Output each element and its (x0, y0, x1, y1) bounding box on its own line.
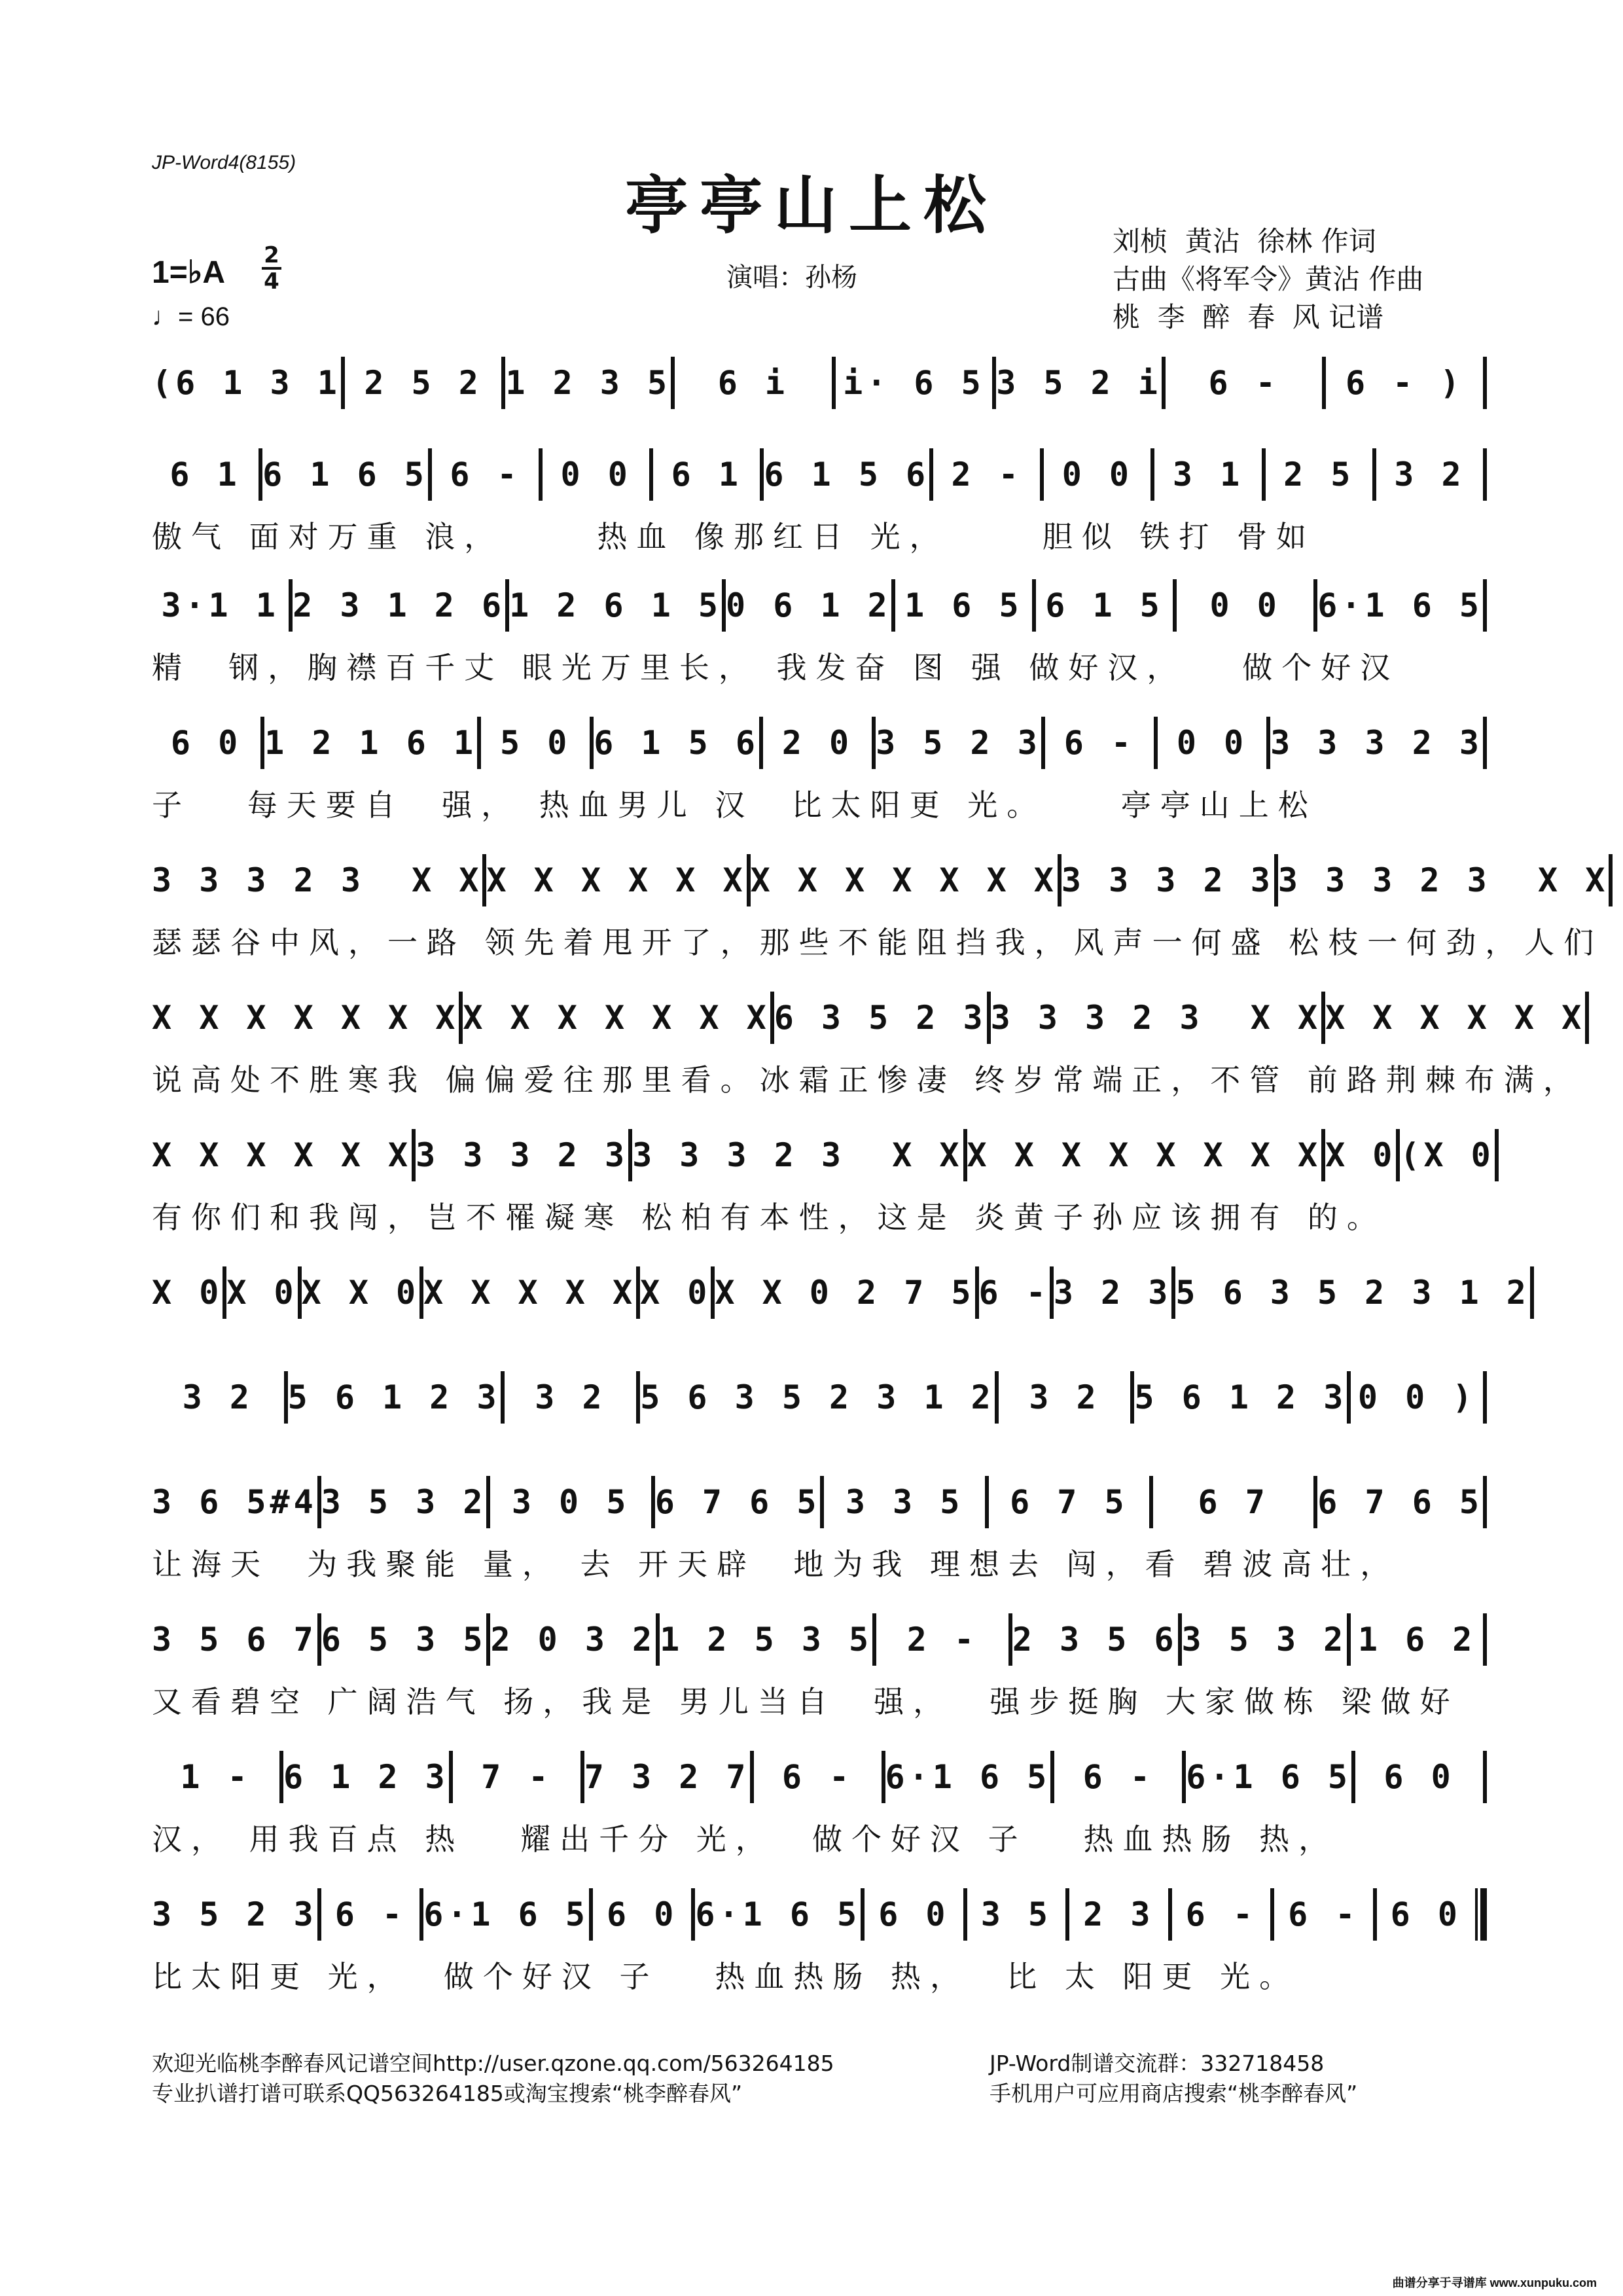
barline (1483, 1751, 1487, 1803)
measure: 2 - (951, 456, 1022, 493)
measure: 5 6 1 2 3 (287, 1378, 501, 1416)
notes-line (152, 1885, 1487, 1944)
measure: 3 5 6 7 (152, 1621, 317, 1659)
measure: 1 6 5 (904, 586, 1023, 624)
measure: 3 2 (535, 1378, 606, 1416)
lyric-line: 瑟瑟谷中风，一路 领先着甩开了，那些不能阻挡我，风声一何盛 松枝一何劲，人们 (152, 925, 1603, 960)
measure: i· 6 5 (843, 364, 985, 402)
measure: 6 - (978, 1274, 1050, 1312)
measure: 3 2 3 (1053, 1274, 1172, 1312)
notes-line (152, 445, 1487, 504)
measure: 3 3 3 2 3 (1061, 861, 1274, 899)
measure: 0 0 (1209, 586, 1281, 624)
measure: X X X X X X X (152, 999, 459, 1037)
measure: 6 - (1208, 364, 1279, 402)
measure: 1 2 6 1 5 (509, 586, 722, 624)
lyric-line: 子 每天要自 强， 热血男儿 汉 比太阳更 光。 亭亭山上松 (152, 787, 1317, 823)
measure: 6 - (1288, 1895, 1359, 1933)
barline (1483, 1371, 1487, 1424)
footer-line1-right: JP-Word制谱交流群：332718458 (990, 2051, 1325, 2076)
measure: 0 0 (1176, 724, 1248, 762)
singer-label: 演唱：孙杨 (726, 262, 857, 293)
measure: 6 0 (1390, 1895, 1461, 1933)
measure: 6 0 (1383, 1758, 1455, 1796)
lyric-line: 让海天 为我聚能 量， 去 开天辟 地为我 理想去 闯，看 碧波高壮， (152, 1547, 1400, 1582)
measure: (X 0 (1400, 1136, 1495, 1174)
measure: 6 1 5 6 (594, 724, 759, 762)
measure: (6 1 3 1 (152, 364, 341, 402)
measure: 3 3 3 2 3 X X (152, 861, 483, 899)
notes-line (152, 1126, 1495, 1185)
measure: 1 2 1 6 1 (264, 724, 478, 762)
barline (1483, 357, 1487, 409)
measure: 6 1 5 6 (764, 456, 930, 493)
measure: X X X X X X (486, 861, 747, 899)
measure: 3·1 1 (161, 586, 279, 624)
measure: 6 - (1063, 724, 1135, 762)
measure: X 0 (226, 1274, 298, 1312)
measure: 6 1 5 (1045, 586, 1164, 624)
measure: 3 5 3 2 (321, 1483, 487, 1521)
barline (1483, 448, 1487, 501)
notes-line (152, 1473, 1487, 1532)
barline (1585, 992, 1589, 1044)
measure: 6 1 6 5 (262, 456, 428, 493)
lyric-line: 精 钢，胸襟百千丈 眼光万里长， 我发奋 图 强 做好汉， 做个好汉 (152, 650, 1400, 685)
measure: 3 2 (1394, 456, 1465, 493)
measure: 0 0 (560, 456, 632, 493)
notes-line (152, 1263, 1530, 1322)
measure: 7 - (481, 1758, 552, 1796)
watermark: 曲谱分享于寻谱库 www.xunpuku.com (1392, 2276, 1597, 2289)
measure: 6 0 (878, 1895, 950, 1933)
notes-line (152, 1610, 1487, 1669)
measure: 6 1 (169, 456, 241, 493)
measure: 0 0 (1061, 456, 1133, 493)
notes-line (152, 713, 1487, 772)
credits-block (1113, 223, 1423, 336)
lyricist-credit: 刘桢 黄沾 徐林 作词 (1113, 225, 1376, 257)
measure: 3 3 3 2 3 (1270, 724, 1484, 762)
transcriber-credit: 桃 李 醉 春 风 记谱 (1113, 301, 1384, 333)
footer-line2-right: 手机用户可应用商店搜索“桃李醉春风” (990, 2081, 1358, 2106)
measure: 6 1 (671, 456, 742, 493)
song-title: 亭亭山上松 (625, 169, 998, 242)
key-signature: 1=♭A (152, 255, 226, 290)
measure: 5 0 (499, 724, 571, 762)
measure: 3 3 3 2 3 (416, 1136, 629, 1174)
measure: 5 6 1 2 3 (1134, 1378, 1347, 1416)
measure: 6 0 (170, 724, 242, 762)
notes-line (152, 988, 1586, 1047)
measure: 6 0 (607, 1895, 678, 1933)
measure: 2 3 (1083, 1895, 1154, 1933)
measure: 6 i (717, 364, 789, 402)
barline (1495, 1129, 1499, 1181)
barline (1483, 717, 1487, 769)
measure: 5 6 3 5 2 3 1 2 (640, 1378, 995, 1416)
measure: 6·1 6 5 (423, 1895, 589, 1933)
final-barline (1475, 1888, 1487, 1941)
measure: 2 - (906, 1621, 978, 1659)
measure: 6 1 2 3 (283, 1758, 449, 1796)
measure: 3 5 2 3 (152, 1895, 317, 1933)
measure: 6 7 6 5 (654, 1483, 821, 1521)
measure: X X X X X (423, 1274, 637, 1312)
notes-line (152, 1368, 1487, 1427)
measure: X X 0 2 7 5 (715, 1274, 975, 1312)
measure: 6 - (450, 456, 521, 493)
measure: 2 0 (781, 724, 853, 762)
measure: X X X X X X (1325, 999, 1586, 1037)
measure: 6 7 5 (1010, 1483, 1128, 1521)
measure: 3 5 2 i (996, 364, 1162, 402)
meter-top: 2 (264, 242, 279, 268)
measure: 1 2 5 3 5 (660, 1621, 873, 1659)
measure: 3 1 (1172, 456, 1244, 493)
measure: 6·1 6 5 (885, 1758, 1051, 1796)
measure: 6 - ) (1345, 364, 1464, 402)
measure: X 0 (640, 1274, 711, 1312)
measure: 6 - (781, 1758, 853, 1796)
measure: 1 - (180, 1758, 251, 1796)
measure: 3 3 3 2 3 X X (1277, 861, 1609, 899)
measure: X 0 (1325, 1136, 1397, 1174)
lyric-line: 有你们和我闯，岂不罹凝寒 松柏有本性，这是 炎黄子孙应该拥有 的。 (152, 1200, 1386, 1235)
measure: X X X X X X (152, 1136, 412, 1174)
measure: 3 5 3 2 (1181, 1621, 1347, 1659)
measure: 6 - (1082, 1758, 1154, 1796)
measure: 3 5 2 3 (876, 724, 1041, 762)
measure: X X 0 (301, 1274, 420, 1312)
measure: 6 3 5 2 3 (774, 999, 987, 1037)
barline (1609, 854, 1613, 906)
measure: 0 6 1 2 (726, 586, 891, 624)
measure: 6 - (1185, 1895, 1257, 1933)
measure: 0 0 ) (1357, 1378, 1476, 1416)
measure: 6 - (334, 1895, 406, 1933)
measure: 3 2 (1029, 1378, 1100, 1416)
lyric-line: 比太阳更 光， 做个好汉 子 热血热肠 热， 比 太 阳更 光。 (152, 1959, 1299, 1994)
measure: X 0 (152, 1274, 223, 1312)
generator-label: JP-Word4(8155) (152, 152, 296, 173)
barline (1483, 1613, 1487, 1666)
time-signature (262, 243, 281, 293)
measure: 6 7 6 5 (1317, 1483, 1483, 1521)
lyric-line: 说高处不胜寒我 偏偏爱往那里看。冰霜正惨凄 终岁常端正，不管 前路荆棘布满， (152, 1062, 1582, 1098)
tempo-mark: ♩= 66 (152, 302, 230, 331)
measure: 2 3 5 6 (1012, 1621, 1178, 1659)
measure: 7 3 2 7 (584, 1758, 750, 1796)
lyric-line: 汉， 用我百点 热 耀出千分 光， 做个好汉 子 热血热肠 热， (152, 1821, 1338, 1857)
measure: 2 0 3 2 (490, 1621, 656, 1659)
measure: X X X X X X X (750, 861, 1058, 899)
measure: 6 7 (1198, 1483, 1269, 1521)
measure: 3 5 (980, 1895, 1052, 1933)
measure: 3 3 5 (845, 1483, 964, 1521)
measure: X X X X X X X (463, 999, 770, 1037)
measure: 2 5 (1283, 456, 1355, 493)
composer-credit: 古曲《将军令》黄沾 作曲 (1113, 263, 1424, 295)
measure: 3 2 (182, 1378, 253, 1416)
lyric-line: 傲气 面对万重 浪， 热血 像那红日 光， 胆似 铁打 骨如 (152, 519, 1315, 554)
measure: 6·1 6 5 (1186, 1758, 1351, 1796)
measure: 6 5 3 5 (321, 1621, 487, 1659)
measure: 3 3 3 2 3 X X (990, 999, 1322, 1037)
notes-line (152, 353, 1487, 412)
measure: 3 3 3 2 3 X X (632, 1136, 963, 1174)
footer-line2-left: 专业扒谱打谱可联系QQ563264185或淘宝搜索“桃李醉春风” (152, 2081, 743, 2106)
notes-line (152, 576, 1487, 635)
measure: 3 0 5 (511, 1483, 630, 1521)
measure: 1 6 2 (1357, 1621, 1476, 1659)
measure: 2 3 1 2 6 (293, 586, 506, 624)
barline (1530, 1266, 1534, 1319)
measure: 3 6 5#4 (152, 1483, 317, 1521)
barline (1483, 1476, 1487, 1528)
measure: 6·1 6 5 (695, 1895, 861, 1933)
measure: 5 6 3 5 2 3 1 2 (1175, 1274, 1530, 1312)
lyric-line: 又看碧空 广阔浩气 扬，我是 男儿当自 强， 强步挺胸 大家做栋 梁做好 (152, 1684, 1459, 1719)
measure: 1 2 3 5 (505, 364, 671, 402)
barline (1483, 579, 1487, 632)
measure: 6·1 6 5 (1317, 586, 1483, 624)
measure: 2 5 2 (364, 364, 482, 402)
notes-line (152, 1748, 1487, 1806)
notes-line (152, 851, 1609, 910)
measure: X X X X X X X X (967, 1136, 1322, 1174)
footer-line1-left: 欢迎光临桃李醉春风记谱空间http://user.qzone.qq.com/563264185 (152, 2051, 834, 2076)
meter-bottom: 4 (264, 268, 279, 295)
